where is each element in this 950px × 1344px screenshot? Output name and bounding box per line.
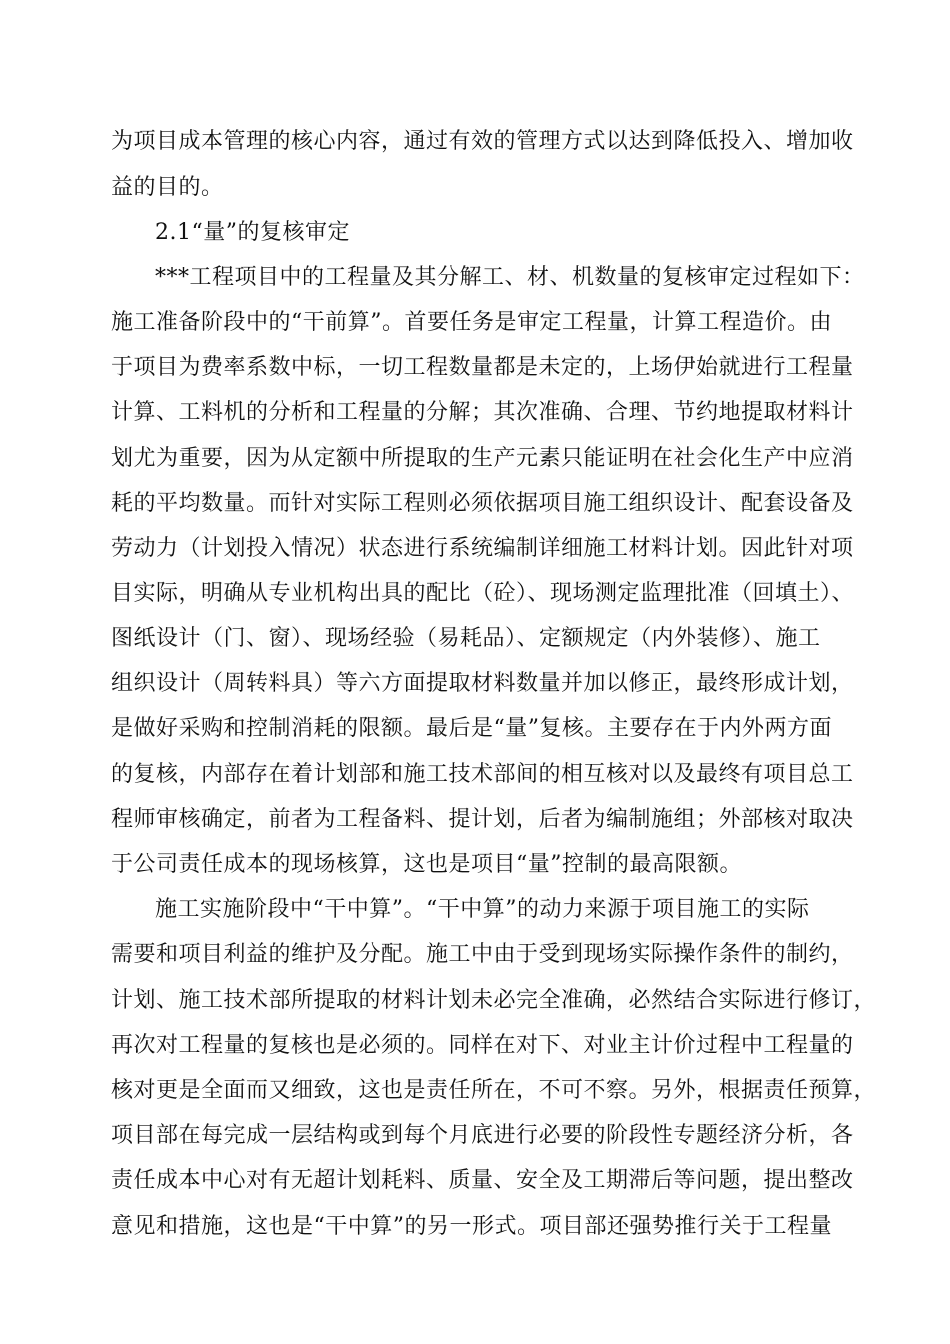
paragraph-line: 需要和项目利益的维护及分配。施工中由于受到现场实际操作条件的制约， — [111, 942, 854, 967]
paragraph-line: 责任成本中心对有无超计划耗料、质量、安全及工期滞后等问题，提出整改 — [111, 1168, 854, 1193]
paragraph-line: 耗的平均数量。而针对实际工程则必须依据项目施工组织设计、配套设备及 — [111, 491, 854, 516]
paragraph-line: 是做好采购和控制消耗的限额。最后是“量”复核。主要存在于内外两方面 — [111, 716, 832, 741]
paragraph-line: 再次对工程量的复核也是必须的。同样在对下、对业主计价过程中工程量的 — [111, 1033, 854, 1058]
paragraph-line: 项目部在每完成一层结构或到每个月底进行必要的阶段性专题经济分析，各 — [111, 1123, 854, 1148]
paragraph-line: 组织设计（周转料具）等六方面提取材料数量并加以修正，最终形成计划， — [111, 671, 854, 696]
paragraph-line: 程师审核确定，前者为工程备料、提计划，后者为编制施组；外部核对取决 — [111, 807, 854, 832]
paragraph-line: 于项目为费率系数中标，一切工程数量都是未定的，上场伊始就进行工程量 — [111, 355, 854, 380]
paragraph-line: 核对更是全面而又细致，这也是责任所在，不可不察。另外，根据责任预算， — [111, 1078, 877, 1103]
paragraph-line: 于公司责任成本的现场核算，这也是项目“量”控制的最高限额。 — [111, 852, 742, 877]
paragraph-line: 计划、施工技术部所提取的材料计划未必完全准确，必然结合实际进行修订， — [111, 988, 877, 1013]
paragraph-line: 目实际，明确从专业机构出具的配比（砼）、现场测定监理批准（回填土）、 — [111, 581, 855, 606]
paragraph-line: 划尤为重要，因为从定额中所提取的生产元素只能证明在社会化生产中应消 — [111, 446, 854, 471]
paragraph-line: 图纸设计（门、窗）、现场经验（易耗品）、定额规定（内外装修）、施工 — [111, 626, 821, 651]
paragraph-line: 意见和措施，这也是“干中算”的另一形式。项目部还强势推行关于工程量 — [111, 1214, 832, 1239]
paragraph-line: 益的目的。 — [111, 175, 224, 200]
paragraph-line: ***工程项目中的工程量及其分解工、材、机数量的复核审定过程如下： — [155, 265, 865, 290]
paragraph-line: 为项目成本管理的核心内容，通过有效的管理方式以达到降低投入、增加收 — [111, 129, 854, 154]
paragraph-line: 的复核，内部存在着计划部和施工技术部间的相互核对以及最终有项目总工 — [111, 762, 854, 787]
section-heading: 2.1“量”的复核审定 — [155, 220, 350, 245]
paragraph-line: 劳动力（计划投入情况）状态进行系统编制详细施工材料计划。因此针对项 — [111, 536, 854, 561]
paragraph-line: 计算、工料机的分析和工程量的分解；其次准确、合理、节约地提取材料计 — [111, 400, 854, 425]
paragraph-line: 施工准备阶段中的“干前算”。首要任务是审定工程量，计算工程造价。由 — [111, 310, 832, 335]
paragraph-line: 施工实施阶段中“干中算”。“干中算”的动力来源于项目施工的实际 — [155, 897, 810, 922]
